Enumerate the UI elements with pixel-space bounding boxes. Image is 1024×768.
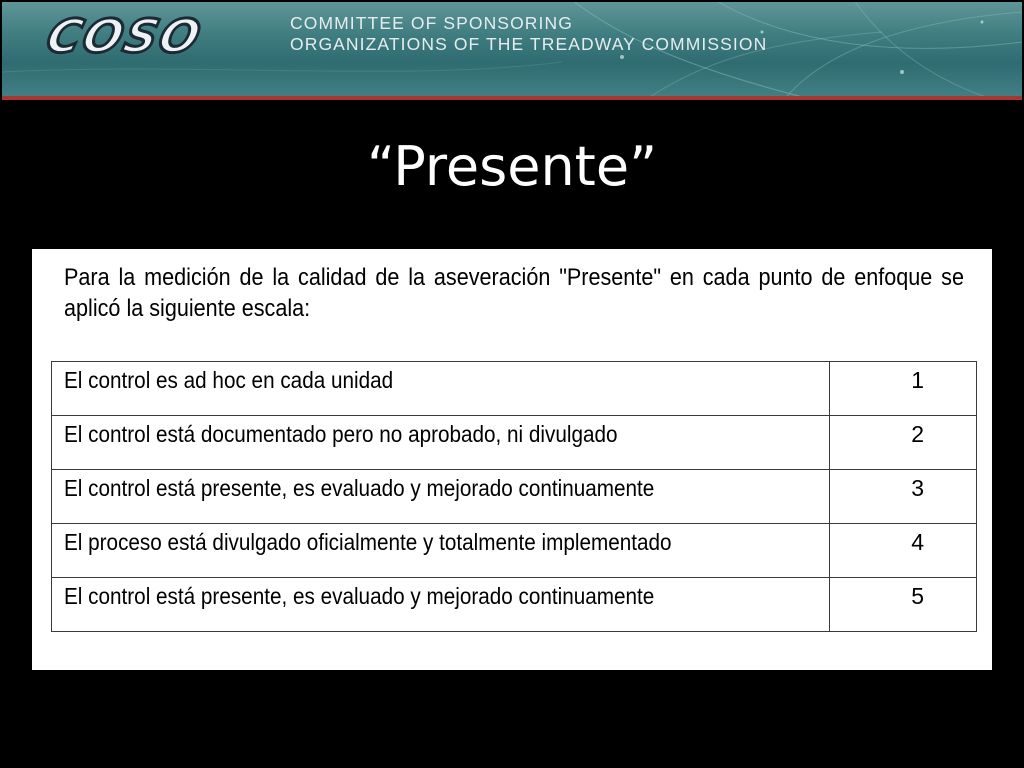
scale-description: El control está presente, es evaluado y mejorado continuamente — [52, 470, 830, 524]
scale-description: El control está documentado pero no aprobado, ni divulgado — [52, 416, 830, 470]
table-row — [52, 524, 977, 578]
organization-name-line-2: ORGANIZATIONS OF THE TREADWAY COMMISSION — [290, 34, 768, 54]
intro-paragraph: Para la medición de la calidad de la aseveración "Presente" en cada punto de enfoque se aplicó la siguiente escala: — [64, 264, 964, 322]
slide-title: “Presente” — [366, 135, 658, 198]
scale-value: 4 — [830, 524, 977, 578]
scale-description: El proceso está divulgado oficialmente y totalmente implementado — [52, 524, 830, 578]
organization-name — [290, 13, 767, 55]
scale-value: 2 — [830, 416, 977, 470]
scale-table — [51, 361, 977, 632]
scale-value: 3 — [830, 470, 977, 524]
table-row — [52, 362, 977, 416]
organization-name-line-1: COMMITTEE OF SPONSORING — [290, 13, 573, 33]
table-row — [52, 470, 977, 524]
table-row — [52, 416, 977, 470]
coso-logo: COSO — [41, 9, 208, 63]
scale-value: 1 — [830, 362, 977, 416]
scale-description: El control está presente, es evaluado y mejorado continuamente — [52, 578, 830, 632]
coso-banner — [2, 2, 1022, 100]
table-row — [52, 578, 977, 632]
scale-value: 5 — [830, 578, 977, 632]
content-panel — [32, 249, 992, 670]
scale-description: El control es ad hoc en cada unidad — [52, 362, 830, 416]
